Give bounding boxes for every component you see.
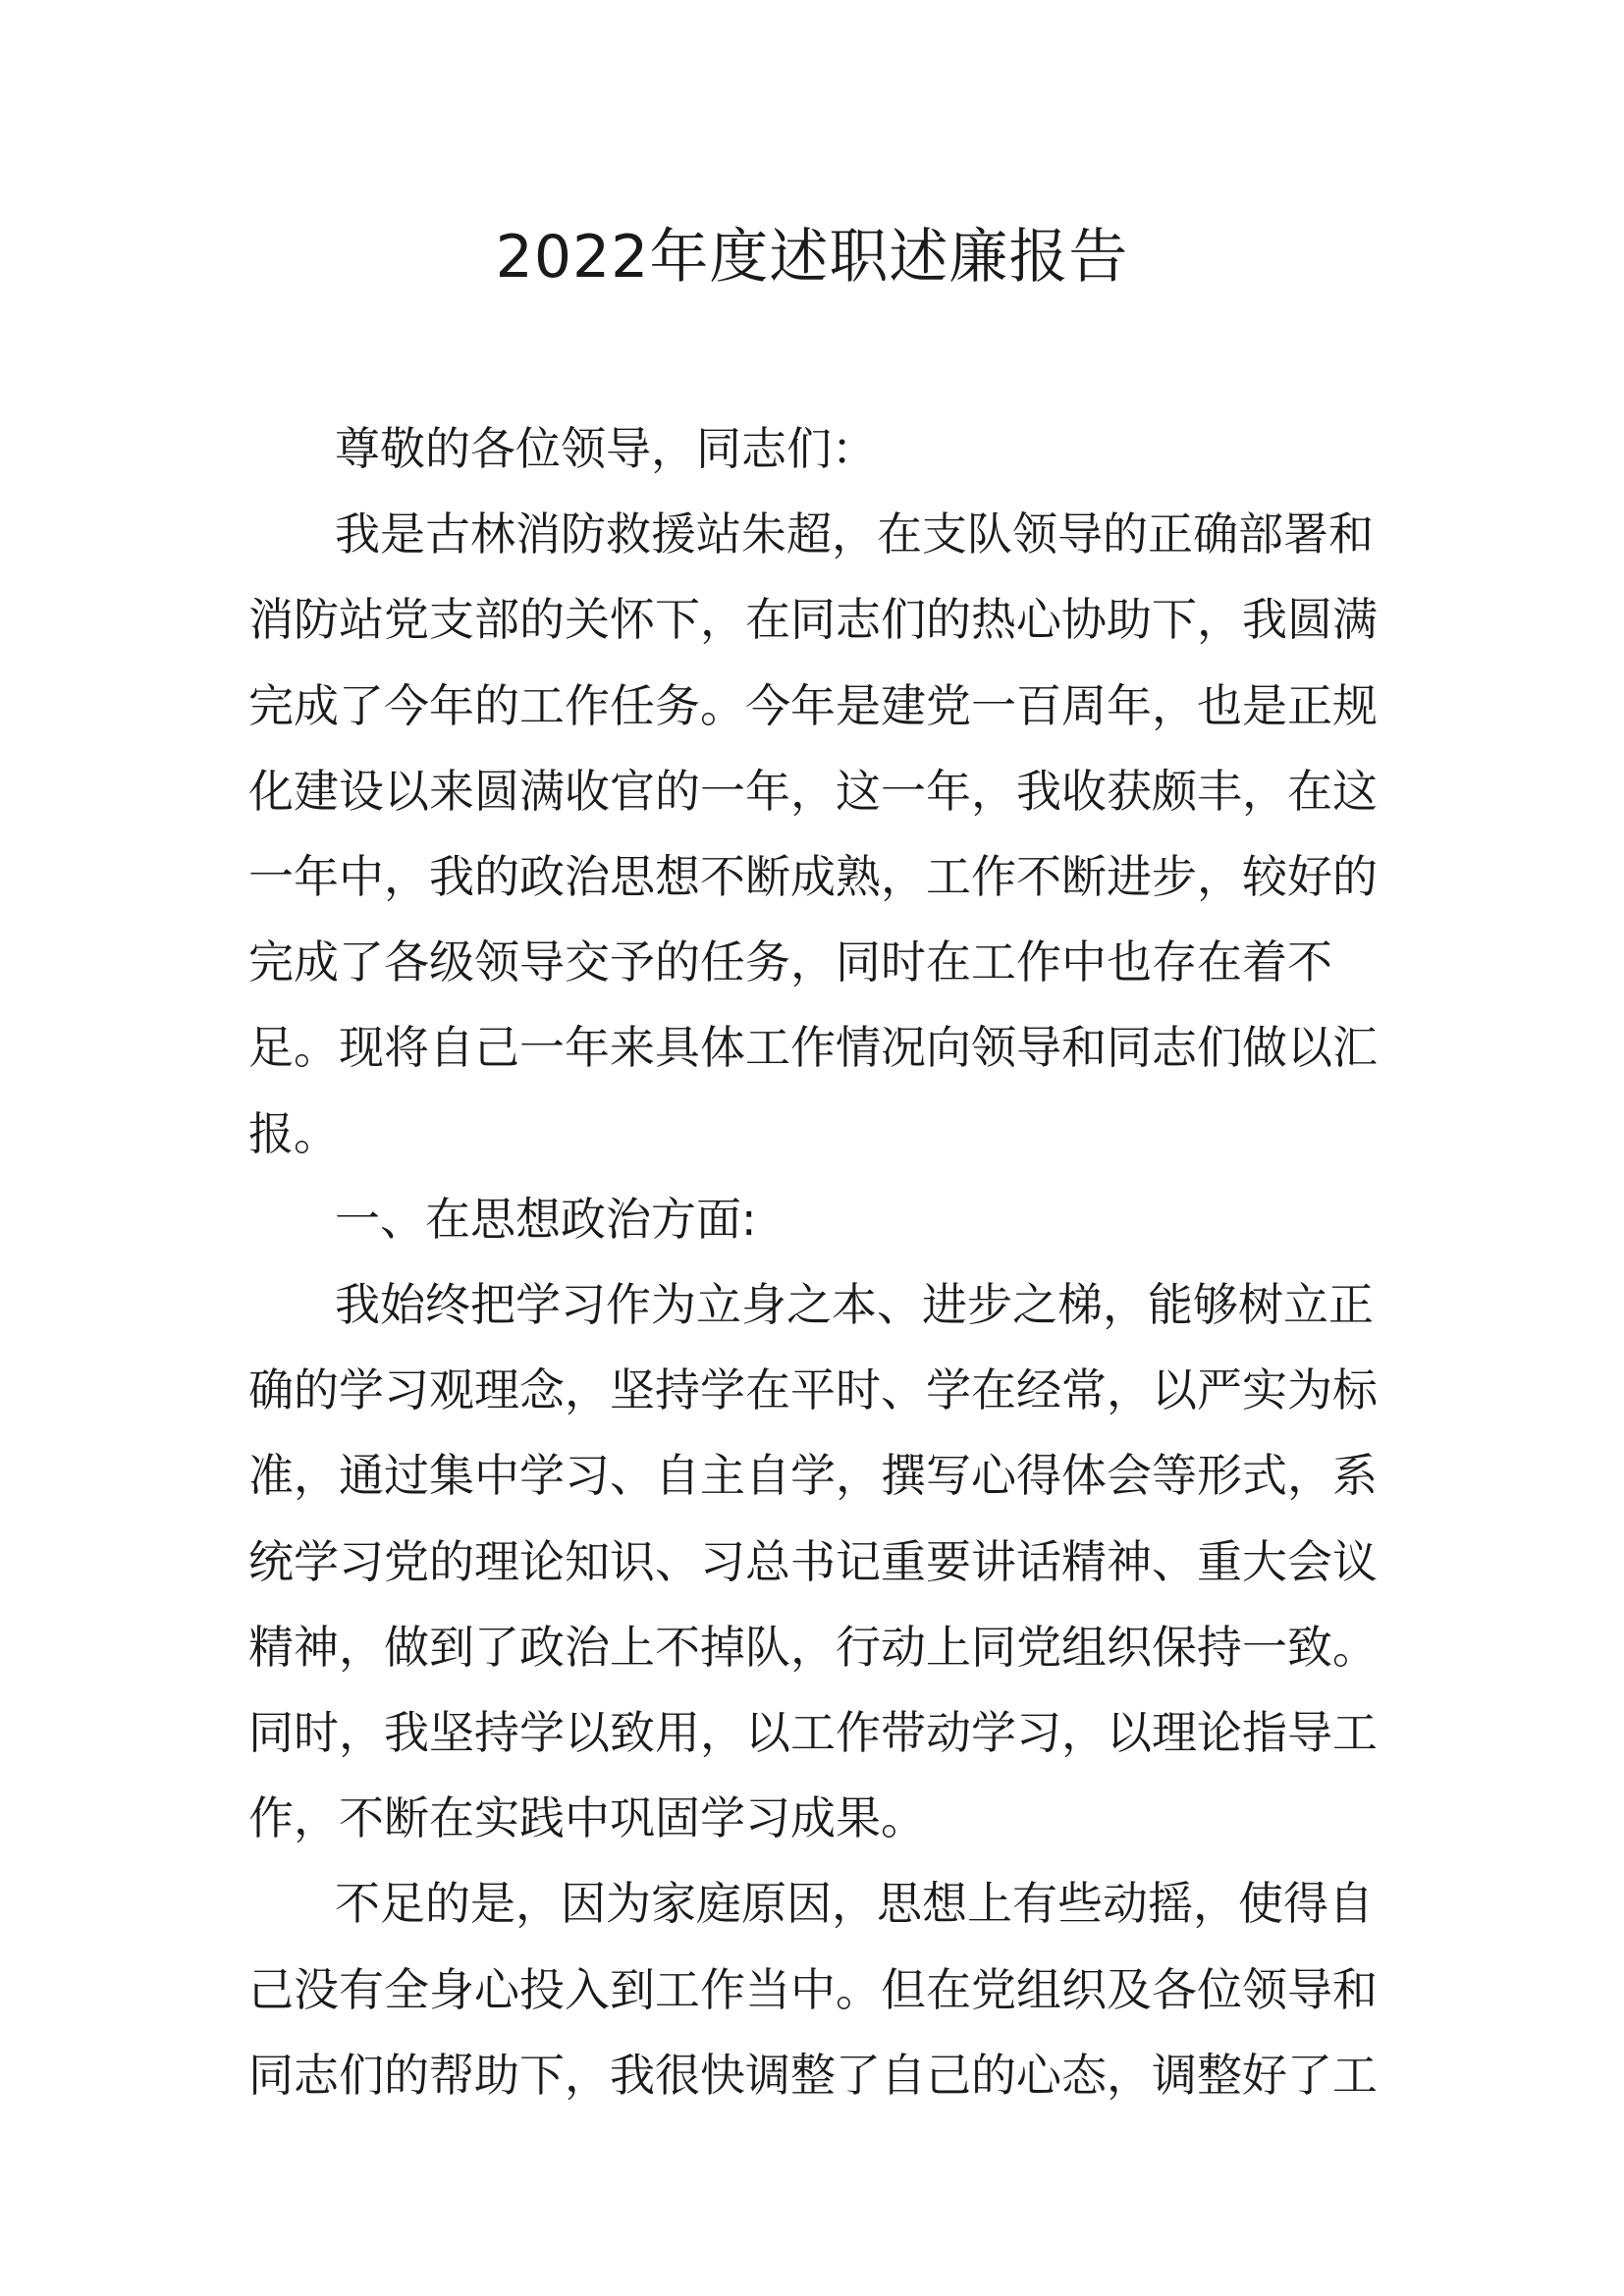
text-line: 一年中，我的政治思想不断成熟，工作不断进步，较好的: [248, 850, 1378, 904]
text-line: 我是古林消防救援站朱超，在支队领导的正确部署和: [335, 507, 1374, 561]
text-line: 完成了今年的工作任务。今年是建党一百周年，也是正规: [248, 678, 1378, 732]
text-line: 己没有全身心投入到工作当中。但在党组织及各位领导和: [248, 1962, 1378, 2016]
text-line: 作，不断在实践中巩固学习成果。: [248, 1791, 926, 1845]
text-line: 统学习党的理论知识、习总书记重要讲话精神、重大会议: [248, 1534, 1378, 1588]
text-line: 同志们的帮助下，我很快调整了自己的心态，调整好了工: [248, 2048, 1378, 2102]
text-line: 化建设以来圆满收官的一年，这一年，我收获颇丰，在这: [248, 764, 1378, 818]
text-line: 报。: [248, 1106, 339, 1160]
text-line: 完成了各级领导交予的任务，同时在工作中也存在着不: [248, 935, 1332, 989]
salutation: 尊敬的各位领导，同志们：: [335, 422, 877, 475]
text-line: 精神，做到了政治上不掉队，行动上同党组织保持一致。: [248, 1620, 1378, 1674]
document-body: [248, 406, 1385, 2118]
text-line: 我始终把学习作为立身之本、进步之梯，能够树立正: [335, 1278, 1374, 1332]
text-line: 消防站党支部的关怀下，在同志们的热心协助下，我圆满: [248, 593, 1378, 647]
section-heading: 一、在思想政治方面:: [335, 1192, 757, 1246]
document-title: 2022年度述职述廉报告: [495, 223, 1129, 292]
text-line: 足。现将自己一年来具体工作情况向领导和同志们做以汇: [248, 1021, 1378, 1075]
text-line: 不足的是，因为家庭原因，思想上有些动摇，使得自: [335, 1877, 1374, 1931]
text-line: 确的学习观理念，坚持学在平时、学在经常，以严实为标: [248, 1363, 1378, 1417]
text-line: 准，通过集中学习、自主自学，撰写心得体会等形式，系: [248, 1449, 1378, 1503]
text-line: 同时，我坚持学以致用，以工作带动学习，以理论指导工: [248, 1706, 1378, 1760]
